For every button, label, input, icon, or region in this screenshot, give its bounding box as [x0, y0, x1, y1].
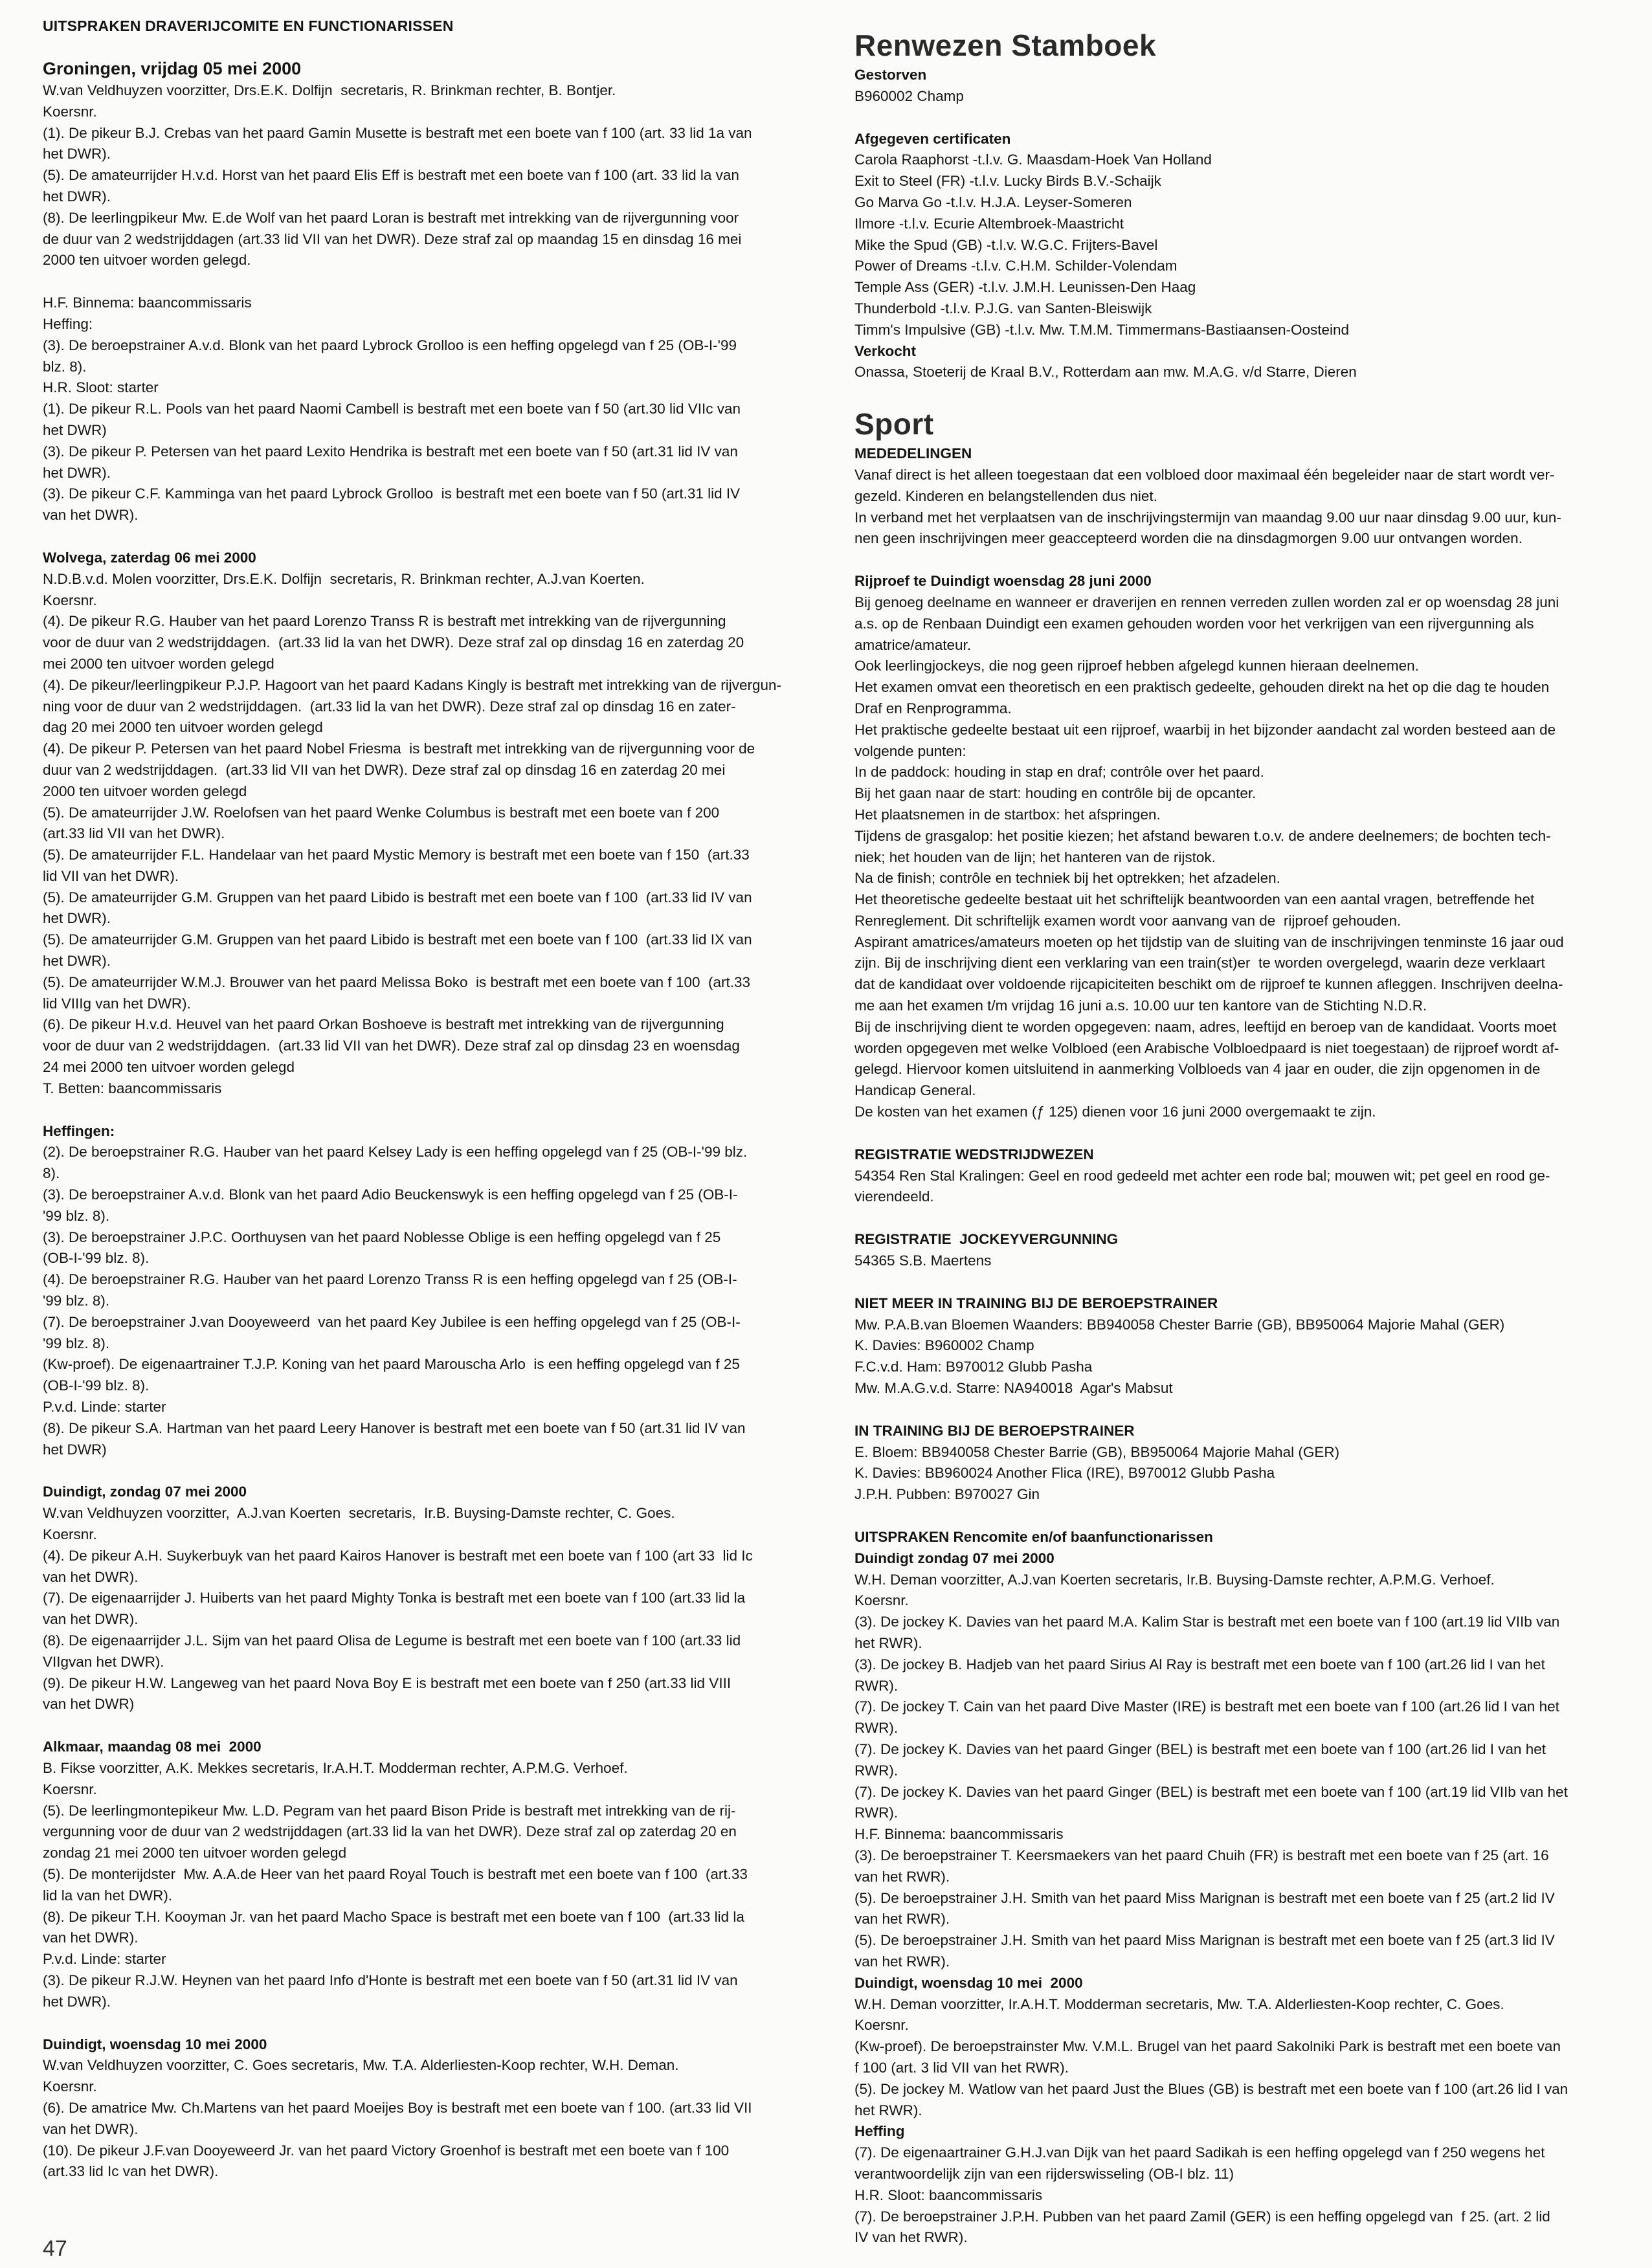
text-line: Onassa, Stoeterij de Kraal B.V., Rotterdam aan mw. M.A.G. v/d Starre, Dieren [854, 364, 1357, 381]
text-line: (4). De pikeur A.H. Suykerbuyk van het paard Kairos Hanover is bestraft met een boete van f 100 (art 33 lid Ic [43, 1547, 753, 1564]
text-line: (8). De pikeur T.H. Kooyman Jr. van het paard Macho Space is bestraft met een boete van f 100 (art.33 lid la [43, 1908, 744, 1925]
text-line: het DWR). [43, 953, 111, 970]
text-line: Renreglement. Dit schriftelijk examen wordt voor aanvang van de rijproef gehouden. [854, 912, 1401, 929]
text-line: vergunning voor de duur van 2 wedstrijddagen (art.33 lid la van het DWR). Deze straf zal op zaterdag 20 en [43, 1823, 737, 1840]
text-line: (5). De amateurrijder G.M. Gruppen van het paard Libido is bestraft met een boete van f 100 (art.33 lid IV van [43, 889, 752, 906]
text-line: W.van Veldhuyzen voorzitter, A.J.van Koerten secretaris, Ir.B. Buysing-Damste rechter, C. Goes. [43, 1505, 675, 1522]
paragraph-spacer [43, 526, 821, 548]
text-line: Het plaatsnemen in de startbox: het afspringen. [854, 806, 1161, 823]
text-line: K. Davies: BB960024 Another Flica (IRE), B970012 Glubb Pasha [854, 1465, 1275, 1482]
text-line: gezeld. Kinderen en belangstellenden dus niet. [854, 487, 1157, 504]
text-line: lid VIIIg van het DWR). [43, 995, 191, 1012]
text-line: RWR). [854, 1720, 899, 1737]
text-line: Na de finish; contrôle en techniek bij het optrekken; het afzadelen. [854, 870, 1280, 887]
text-line: het RWR). [854, 2102, 922, 2118]
text-line: (1). De pikeur B.J. Crebas van het paard Gamin Musette is bestraft met een boete van f 100 (art. 33 lid 1a van [43, 124, 752, 141]
text-line: Koersnr. [43, 592, 97, 608]
text-line: zijn. Bij de inschrijving dient een verklaring van een train(st)er te worden overgelegd, waarin deze verklaart [854, 955, 1545, 972]
text-line: voor de duur van 2 wedstrijddagen. (art.33 lid la van het DWR). Deze straf zal op dinsdag 16 en zaterdag 20 [43, 634, 744, 651]
text-line: lid VII van het DWR). [43, 867, 179, 884]
text-line: Heffing: [43, 315, 93, 332]
text-line: amatrice/amateur. [854, 636, 972, 653]
text-line: (OB-I-'99 blz. 8). [43, 1377, 150, 1394]
text-line: verantwoordelijk zijn van een rijderswisseling (OB-I blz. 11) [854, 2165, 1234, 2182]
text-line: Ook leerlingjockeys, die nog geen rijproef hebben afgelegd kunnen hieraan deelnemen. [854, 658, 1419, 674]
text-line: B960002 Champ [854, 87, 964, 104]
text-line: Ilmore -t.l.v. Ecurie Altembroek-Maastricht [854, 215, 1124, 232]
text-line: (4). De pikeur/leerlingpikeur P.J.P. Hagoort van het paard Kadans Kingly is bestraft met intrekking van de rijvergun- [43, 676, 782, 693]
text-line: (3). De beroepstrainer T. Keersmaekers van het paard Chuih (FR) is bestraft met een boete van f 25 (art. 16 [854, 1847, 1549, 1863]
text-line: f 100 (art. 3 lid VII van het RWR). [854, 2059, 1069, 2076]
text-line: (3). De beroepstrainer A.v.d. Blonk van het paard Lybrock Grolloo is een heffing opgelegd van f 25 (OB-I-'99 [43, 337, 737, 353]
text-line: volgende punten: [854, 742, 966, 759]
text-line: (7). De jockey K. Davies van het paard Ginger (BEL) is bestraft met een boete van f 100 (art.26 lid I van het [854, 1740, 1546, 1757]
subheading: Alkmaar, maandag 08 mei 2000 [43, 1739, 262, 1755]
text-line: Mike the Spud (GB) -t.l.v. W.G.C. Frijters-Bavel [854, 236, 1158, 253]
text-line: (art.33 lid Ic van het DWR). [43, 2163, 219, 2180]
text-line: (5). De jockey M. Watlow van het paard Just the Blues (GB) is bestraft met een boete van f 100 (art.26 lid I van [854, 2080, 1568, 2097]
paragraph-spacer [43, 2013, 821, 2034]
text-line: T. Betten: baancommissaris [43, 1080, 222, 1096]
text-line: (6). De pikeur H.v.d. Heuvel van het paard Orkan Boshoeve is bestraft met intrekking van de rijvergunning [43, 1016, 724, 1033]
text-line: (3). De beroepstrainer J.P.C. Oorthuysen van het paard Noblesse Oblige is een heffing opgelegd van f 25 [43, 1228, 721, 1245]
text-line: Koersnr. [43, 1526, 97, 1542]
right-column-text [854, 0, 1618, 2249]
subheading: Heffingen: [43, 1122, 115, 1139]
text-line: (7). De eigenaarrijder J. Huiberts van het paard Mighty Tonka is bestraft met een boete van f 100 (art.33 lid la [43, 1590, 746, 1606]
text-line: (5). De monterijdster Mw. A.A.de Heer van het paard Royal Touch is bestraft met een boete van f 100 (art.33 [43, 1865, 748, 1882]
text-line: Het theoretische gedeelte bestaat uit het schriftelijk beantwoorden van een aantal vragen, betreffende het [854, 891, 1535, 908]
text-line: F.C.v.d. Ham: B970012 Glubb Pasha [854, 1359, 1093, 1375]
subheading: Gestorven [854, 67, 927, 83]
text-line: (6). De amatrice Mw. Ch.Martens van het paard Moeijes Boy is bestraft met een boete van f 100. (art.33 lid VII [43, 2099, 752, 2116]
text-line: (7). De eigenaartrainer G.H.J.van Dijk van het paard Sadikah is een heffing opgelegd van f 250 wegens het [854, 2144, 1545, 2161]
text-line: Tijdens de grasgalop: het positie kiezen; het afstand bewaren t.o.v. de andere deelnemers; de bochten tech- [854, 827, 1551, 844]
text-line: (Kw-proef). De beroepstrainster Mw. V.M.L. Brugel van het paard Sakolniki Park is bestraft met een boete van [854, 2038, 1561, 2055]
text-line: het RWR). [854, 1635, 922, 1651]
text-line: (3). De pikeur C.F. Kamminga van het paard Lybrock Grolloo is bestraft met een boete van f 50 (art.31 lid IV [43, 485, 741, 502]
text-line: (4). De pikeur P. Petersen van het paard Nobel Friesma is bestraft met intrekking van de rijvergunning voor de [43, 740, 755, 757]
text-line: In verband met het verplaatsen van de inschrijvingstermijn van maandag 9.00 uur naar dinsdag 9.00 uur, kun- [854, 509, 1561, 526]
subheading: UITSPRAKEN Rencomite en/of baanfunctionarissen [854, 1529, 1213, 1546]
text-line: (5). De amateurrijder J.W. Roelofsen van het paard Wenke Columbus is bestraft met een boete van f 200 [43, 804, 720, 821]
subheading: Duindigt, woensdag 10 mei 2000 [43, 2036, 267, 2052]
text-line: (7). De beroepstrainer J.van Dooyeweerd van het paard Key Jubilee is een heffing opgelegd van f 25 (OB-I- [43, 1313, 741, 1330]
text-line: (5). De amateurrijder G.M. Gruppen van het paard Libido is bestraft met een boete van f 100 (art.33 lid IX van [43, 931, 752, 948]
text-line: (art.33 lid VII van het DWR). [43, 825, 225, 842]
subheading: NIET MEER IN TRAINING BIJ DE BEROEPSTRAINER [854, 1295, 1218, 1311]
text-line: (3). De pikeur P. Petersen van het paard Lexito Hendrika is bestraft met een boete van f 50 (art.31 lid IV van [43, 443, 738, 460]
paragraph-spacer [854, 550, 1618, 571]
subheading: Duindigt zondag 07 mei 2000 [854, 1550, 1055, 1566]
subheading: Duindigt, zondag 07 mei 2000 [43, 1484, 247, 1500]
text-line: RWR). [854, 1805, 899, 1821]
text-line: van het RWR). [854, 1911, 950, 1928]
text-line: 54365 S.B. Maertens [854, 1252, 992, 1269]
text-line: Timm's Impulsive (GB) -t.l.v. Mw. T.M.M. Timmermans-Bastiaansen-Oosteind [854, 321, 1350, 338]
text-line: gelegd. Hiervoor komen uitsluitend in aanmerking Volbloeds van 4 jaar en ouder, die zijn opgenomen in de [854, 1061, 1541, 1078]
text-line: RWR). [854, 1677, 899, 1694]
subheading: REGISTRATIE JOCKEYVERGUNNING [854, 1231, 1119, 1248]
text-line: het DWR) [43, 421, 107, 438]
text-line: H.R. Sloot: baancommissaris [854, 2186, 1043, 2203]
text-line: Koersnr. [43, 1781, 97, 1797]
paragraph-spacer [43, 1460, 821, 1482]
text-line: duur van 2 wedstrijddagen. (art.33 lid VII van het DWR). Deze straf zal op dinsdag 16 en zaterdag 20 mei [43, 761, 726, 778]
paragraph-spacer [854, 1506, 1618, 1527]
text-line: RWR). [854, 1762, 899, 1779]
text-line: In de paddock: houding in stap en draf; contrôle over het paard. [854, 764, 1264, 781]
subsection-title: Groningen, vrijdag 05 mei 2000 [43, 59, 302, 78]
text-line: (5). De amateurrijder F.L. Handelaar van het paard Mystic Memory is bestraft met een boete van f 150 (art.33 [43, 847, 750, 863]
subheading: Afgegeven certificaten [854, 130, 1011, 147]
text-line: '99 blz. 8). [43, 1207, 110, 1224]
text-line: het DWR). [43, 1993, 111, 2010]
section-title: Sport [854, 407, 934, 441]
subheading: IN TRAINING BIJ DE BEROEPSTRAINER [854, 1422, 1135, 1439]
text-line: (4). De pikeur R.G. Hauber van het paard Lorenzo Transs R is bestraft met intrekking van de rijvergunning [43, 613, 726, 630]
text-line: (5). De beroepstrainer J.H. Smith van het paard Miss Marignan is bestraft met een boete van f 25 (art.3 lid IV [854, 1932, 1555, 1949]
text-line: lid la van het DWR). [43, 1887, 173, 1904]
text-line: vierendeeld. [854, 1188, 934, 1205]
text-line: Het examen omvat een theoretisch en een praktisch gedeelte, gehouden direkt na het op die dag te houden [854, 679, 1550, 696]
subheading: Wolvega, zaterdag 06 mei 2000 [43, 549, 256, 566]
text-line: Aspirant amatrices/amateurs moeten op het tijdstip van de sluiting van de inschrijvingen tenminste 16 jaar oud [854, 933, 1564, 950]
text-line: Vanaf direct is het alleen toegestaan dat een volbloed door maximaal één begeleider naar de start wordt ver- [854, 466, 1555, 483]
text-line: (1). De pikeur R.L. Pools van het paard Naomi Cambell is bestraft met een boete van f 50 (art.30 lid VIIc van [43, 401, 741, 417]
text-line: de duur van 2 wedstrijddagen (art.33 lid VII van het DWR). Deze straf zal op maandag 15 en dinsdag 16 mei [43, 230, 742, 247]
text-line: 54354 Ren Stal Kralingen: Geel en rood gedeeld met achter een rode bal; mouwen wit; pet geel en rood ge- [854, 1167, 1550, 1184]
text-line: W.van Veldhuyzen voorzitter, Drs.E.K. Dolfijn secretaris, R. Brinkman rechter, B. Bontjer. [43, 82, 616, 98]
text-line: Thunderbold -t.l.v. P.J.G. van Santen-Bleiswijk [854, 300, 1152, 317]
text-line: Temple Ass (GER) -t.l.v. J.M.H. Leunissen-Den Haag [854, 279, 1196, 296]
text-line: Mw. P.A.B.van Bloemen Waanders: BB940058 Chester Barrie (GB), BB950064 Majorie Mahal (GER) [854, 1316, 1505, 1333]
text-line: E. Bloem: BB940058 Chester Barrie (GB), BB950064 Majorie Mahal (GER) [854, 1443, 1340, 1460]
subheading: Heffing [854, 2123, 905, 2140]
text-line: Bij de inschrijving dient te worden opgegeven: naam, adres, leeftijd en beroep van de kandidaat. Voorts moet [854, 1018, 1557, 1035]
text-line: VIIgvan het DWR). [43, 1653, 164, 1670]
paragraph-spacer [854, 107, 1618, 129]
text-line: het DWR). [43, 146, 111, 162]
page-number: 47 [43, 2236, 67, 2261]
text-line: van het DWR). [43, 1568, 139, 1585]
text-line: Koersnr. [854, 2017, 909, 2034]
paragraph-spacer [43, 1100, 821, 1121]
text-line: van het DWR). [43, 2120, 139, 2137]
text-line: Carola Raaphorst -t.l.v. G. Maasdam-Hoek Van Holland [854, 151, 1212, 168]
text-line: Draf en Renprogramma. [854, 700, 1012, 717]
text-line: (7). De jockey K. Davies van het paard Ginger (BEL) is bestraft met een boete van f 100 (art.19 lid VIIb van het [854, 1783, 1568, 1800]
left-column-text [43, 57, 821, 2183]
text-line: (8). De leerlingpikeur Mw. E.de Wolf van het paard Loran is bestraft met intrekking van de rijvergunning voor [43, 209, 739, 226]
paragraph-spacer [854, 1399, 1618, 1421]
text-line: nen geen inschrijvingen meer geaccepteerd worden die na dinsdagmorgen 9.00 uur ontvangen worden. [854, 530, 1523, 547]
text-line: Het praktische gedeelte bestaat uit een rijproef, waarbij in het bijzonder aandacht zal worden besteed aan de [854, 721, 1556, 738]
paragraph-spacer [854, 1123, 1618, 1144]
text-line: zondag 21 mei 2000 ten uitvoer worden gelegd [43, 1845, 347, 1862]
text-line: dat de kandidaat over voldoende rijcapiciteiten beschikt om de rijproef te kunnen afleggen. Inschrijven deelna- [854, 976, 1563, 993]
text-line: (9). De pikeur H.W. Langeweg van het paard Nova Boy E is bestraft met een boete van f 250 (art.33 lid VIII [43, 1674, 731, 1691]
text-line: 2000 ten uitvoer worden gelegd [43, 783, 247, 799]
text-line: W.van Veldhuyzen voorzitter, C. Goes secretaris, Mw. T.A. Alderliesten-Koop rechter, W.H. Deman. [43, 2057, 679, 2074]
text-line: (10). De pikeur J.F.van Dooyeweerd Jr. van het paard Victory Groenhof is bestraft met een boete van f 100 [43, 2142, 730, 2159]
text-line: H.R. Sloot: starter [43, 379, 159, 396]
text-line: Koersnr. [854, 1592, 909, 1609]
text-line: het DWR). [43, 188, 111, 205]
text-line: dag 20 mei 2000 ten uitvoer worden gelegd [43, 719, 323, 736]
text-line: N.D.B.v.d. Molen voorzitter, Drs.E.K. Dolfijn secretaris, R. Brinkman rechter, A.J.van Koerten. [43, 570, 645, 587]
section-title: Renwezen Stamboek [854, 28, 1157, 62]
text-line: Go Marva Go -t.l.v. H.J.A. Leyser-Someren [854, 194, 1132, 210]
text-line: niek; het houden van de lijn; het hanteren van de rijstok. [854, 849, 1216, 865]
text-line: 24 mei 2000 ten uitvoer worden gelegd [43, 1059, 295, 1076]
text-line: (7). De jockey T. Cain van het paard Dive Master (IRE) is bestraft met een boete van f 100 (art.26 lid I van het [854, 1698, 1559, 1715]
text-line: '99 blz. 8). [43, 1293, 110, 1309]
text-line: (3). De jockey B. Hadjeb van het paard Sirius Al Ray is bestraft met een boete van f 100 (art.26 lid I van het [854, 1656, 1545, 1673]
text-line: K. Davies: B960002 Champ [854, 1337, 1034, 1354]
text-line: van het DWR). [43, 1611, 139, 1628]
text-line: worden opgegeven met welke Volbloed (een Arabische Volbloedpaard is niet toegestaan) de rijproef wordt af- [854, 1040, 1559, 1056]
text-line: (5). De amateurrijder W.M.J. Brouwer van het paard Melissa Boko is bestraft met een boete van f 100 (art.33 [43, 973, 750, 990]
text-line: mei 2000 ten uitvoer worden gelegd [43, 655, 274, 672]
text-line: De kosten van het examen (ƒ 125) dienen voor 16 juni 2000 overgemaakt te zijn. [854, 1104, 1376, 1120]
text-line: blz. 8). [43, 358, 87, 375]
paragraph-spacer [854, 1208, 1618, 1229]
text-line: IV van het RWR). [854, 2229, 968, 2246]
text-line: van het DWR) [43, 1696, 135, 1713]
text-line: (3). De pikeur R.J.W. Heynen van het paard Info d'Honte is bestraft met een boete van f 50 (art.31 lid IV van [43, 1972, 738, 1988]
text-line: J.P.H. Pubben: B970027 Gin [854, 1486, 1040, 1503]
text-line: Koersnr. [43, 103, 97, 120]
text-line: Exit to Steel (FR) -t.l.v. Lucky Birds B.V.-Schaijk [854, 173, 1161, 190]
text-line: B. Fikse voorzitter, A.K. Mekkes secretaris, Ir.A.H.T. Modderman rechter, A.P.M.G. Verhoef. [43, 1759, 628, 1776]
text-line: '99 blz. 8). [43, 1335, 110, 1351]
text-line: ning voor de duur van 2 wedstrijddagen. (art.33 lid la van het DWR). Deze straf zal op dinsdag 16 en zater- [43, 698, 736, 715]
text-line: van het RWR). [854, 1953, 950, 1970]
text-line: (7). De beroepstrainer J.P.H. Pubben van het paard Zamil (GER) is een heffing opgelegd van f 25. (art. 2 lid [854, 2208, 1550, 2225]
text-line: 2000 ten uitvoer worden gelegd. [43, 252, 251, 269]
text-line: voor de duur van 2 wedstrijddagen. (art.33 lid VII van het DWR). Deze straf zal op dinsdag 23 en woensdag [43, 1038, 740, 1054]
text-line: het DWR). [43, 910, 111, 927]
text-line: (5). De amateurrijder H.v.d. Horst van het paard Elis Eff is bestraft met een boete van f 100 (art. 33 lid la van [43, 167, 739, 184]
text-line: H.F. Binnema: baancommissaris [854, 1826, 1064, 1843]
section-header: UITSPRAKEN DRAVERIJCOMITE EN FUNCTIONARISSEN [43, 17, 454, 34]
text-line: Handicap General. [854, 1082, 976, 1099]
paragraph-spacer [854, 383, 1618, 405]
text-line: P.v.d. Linde: starter [43, 1951, 166, 1968]
text-line: van het DWR). [43, 1929, 139, 1946]
subheading: MEDEDELINGEN [854, 445, 972, 462]
text-line: het DWR) [43, 1441, 107, 1458]
subheading: Verkocht [854, 342, 917, 359]
subheading: REGISTRATIE WEDSTRIJDWEZEN [854, 1146, 1094, 1162]
text-line: Mw. M.A.G.v.d. Starre: NA940018 Agar's Mabsut [854, 1380, 1173, 1397]
text-line: (3). De jockey K. Davies van het paard M.A. Kalim Star is bestraft met een boete van f 100 (art.19 lid VIIb van [854, 1614, 1560, 1630]
right-column [854, 0, 1618, 2249]
text-line: a.s. op de Renbaan Duindigt een examen gehouden worden voor het verkrijgen van een rijvergunning als [854, 615, 1534, 632]
text-line: W.H. Deman voorzitter, A.J.van Koerten secretaris, Ir.B. Buysing-Damste rechter, A.P.M.G. Verhoef. [854, 1571, 1495, 1588]
paragraph-spacer [43, 1715, 821, 1737]
text-line: H.F. Binnema: baancommissaris [43, 295, 252, 311]
text-line: W.H. Deman voorzitter, Ir.A.H.T. Modderman secretaris, Mw. T.A. Alderliesten-Koop rechter, C. Goes. [854, 1996, 1504, 2012]
subheading: Duindigt, woensdag 10 mei 2000 [854, 1974, 1083, 1991]
text-line: Koersnr. [43, 2078, 97, 2095]
text-line: van het DWR). [43, 507, 139, 524]
subheading: Rijproef te Duindigt woensdag 28 juni 2000 [854, 573, 1152, 590]
text-line: van het RWR). [854, 1868, 950, 1885]
text-line: (OB-I-'99 blz. 8). [43, 1250, 150, 1267]
text-line: (3). De beroepstrainer A.v.d. Blonk van het paard Adio Beuckenswyk is een heffing opgelegd van f 25 (OB-I- [43, 1186, 738, 1203]
text-line: (5). De leerlingmontepikeur Mw. L.D. Pegram van het paard Bison Pride is bestraft met intrekking van de rij- [43, 1802, 736, 1819]
text-line: het DWR). [43, 464, 111, 481]
text-line: (5). De beroepstrainer J.H. Smith van het paard Miss Marignan is bestraft met een boete van f 25 (art.2 lid IV [854, 1889, 1555, 1906]
text-line: Power of Dreams -t.l.v. C.H.M. Schilder-Volendam [854, 258, 1178, 274]
text-line: me aan het examen t/m vrijdag 16 juni a.s. 10.00 uur ten kantore van de Stichting N.D.R. [854, 997, 1427, 1014]
text-line: Bij genoeg deelname en wanneer er draverijen en rennen verreden zullen worden zal er op woensdag 28 juni [854, 594, 1559, 610]
text-line: (4). De beroepstrainer R.G. Hauber van het paard Lorenzo Transs R is een heffing opgelegd van f 25 (OB-I- [43, 1271, 737, 1288]
paragraph-spacer [854, 1272, 1618, 1293]
text-line: (Kw-proef). De eigenaartrainer T.J.P. Koning van het paard Marouscha Arlo is een heffing opgelegd van f 25 [43, 1356, 740, 1373]
text-line: (8). De pikeur S.A. Hartman van het paard Leery Hanover is bestraft met een boete van f 50 (art.31 lid IV van [43, 1419, 746, 1436]
text-line: 8). [43, 1165, 60, 1182]
left-column [43, 0, 821, 2183]
text-line: Bij het gaan naar de start: houding en contrôle bij de opcanter. [854, 785, 1256, 802]
text-line: (2). De beroepstrainer R.G. Hauber van het paard Kelsey Lady is een heffing opgelegd van f 25 (OB-I-'99 blz. [43, 1144, 748, 1161]
text-line: (8). De eigenaarrijder J.L. Sijm van het paard Olisa de Legume is bestraft met een boete van f 100 (art.33 lid [43, 1632, 741, 1649]
text-line: P.v.d. Linde: starter [43, 1399, 166, 1416]
paragraph-spacer [43, 271, 821, 293]
